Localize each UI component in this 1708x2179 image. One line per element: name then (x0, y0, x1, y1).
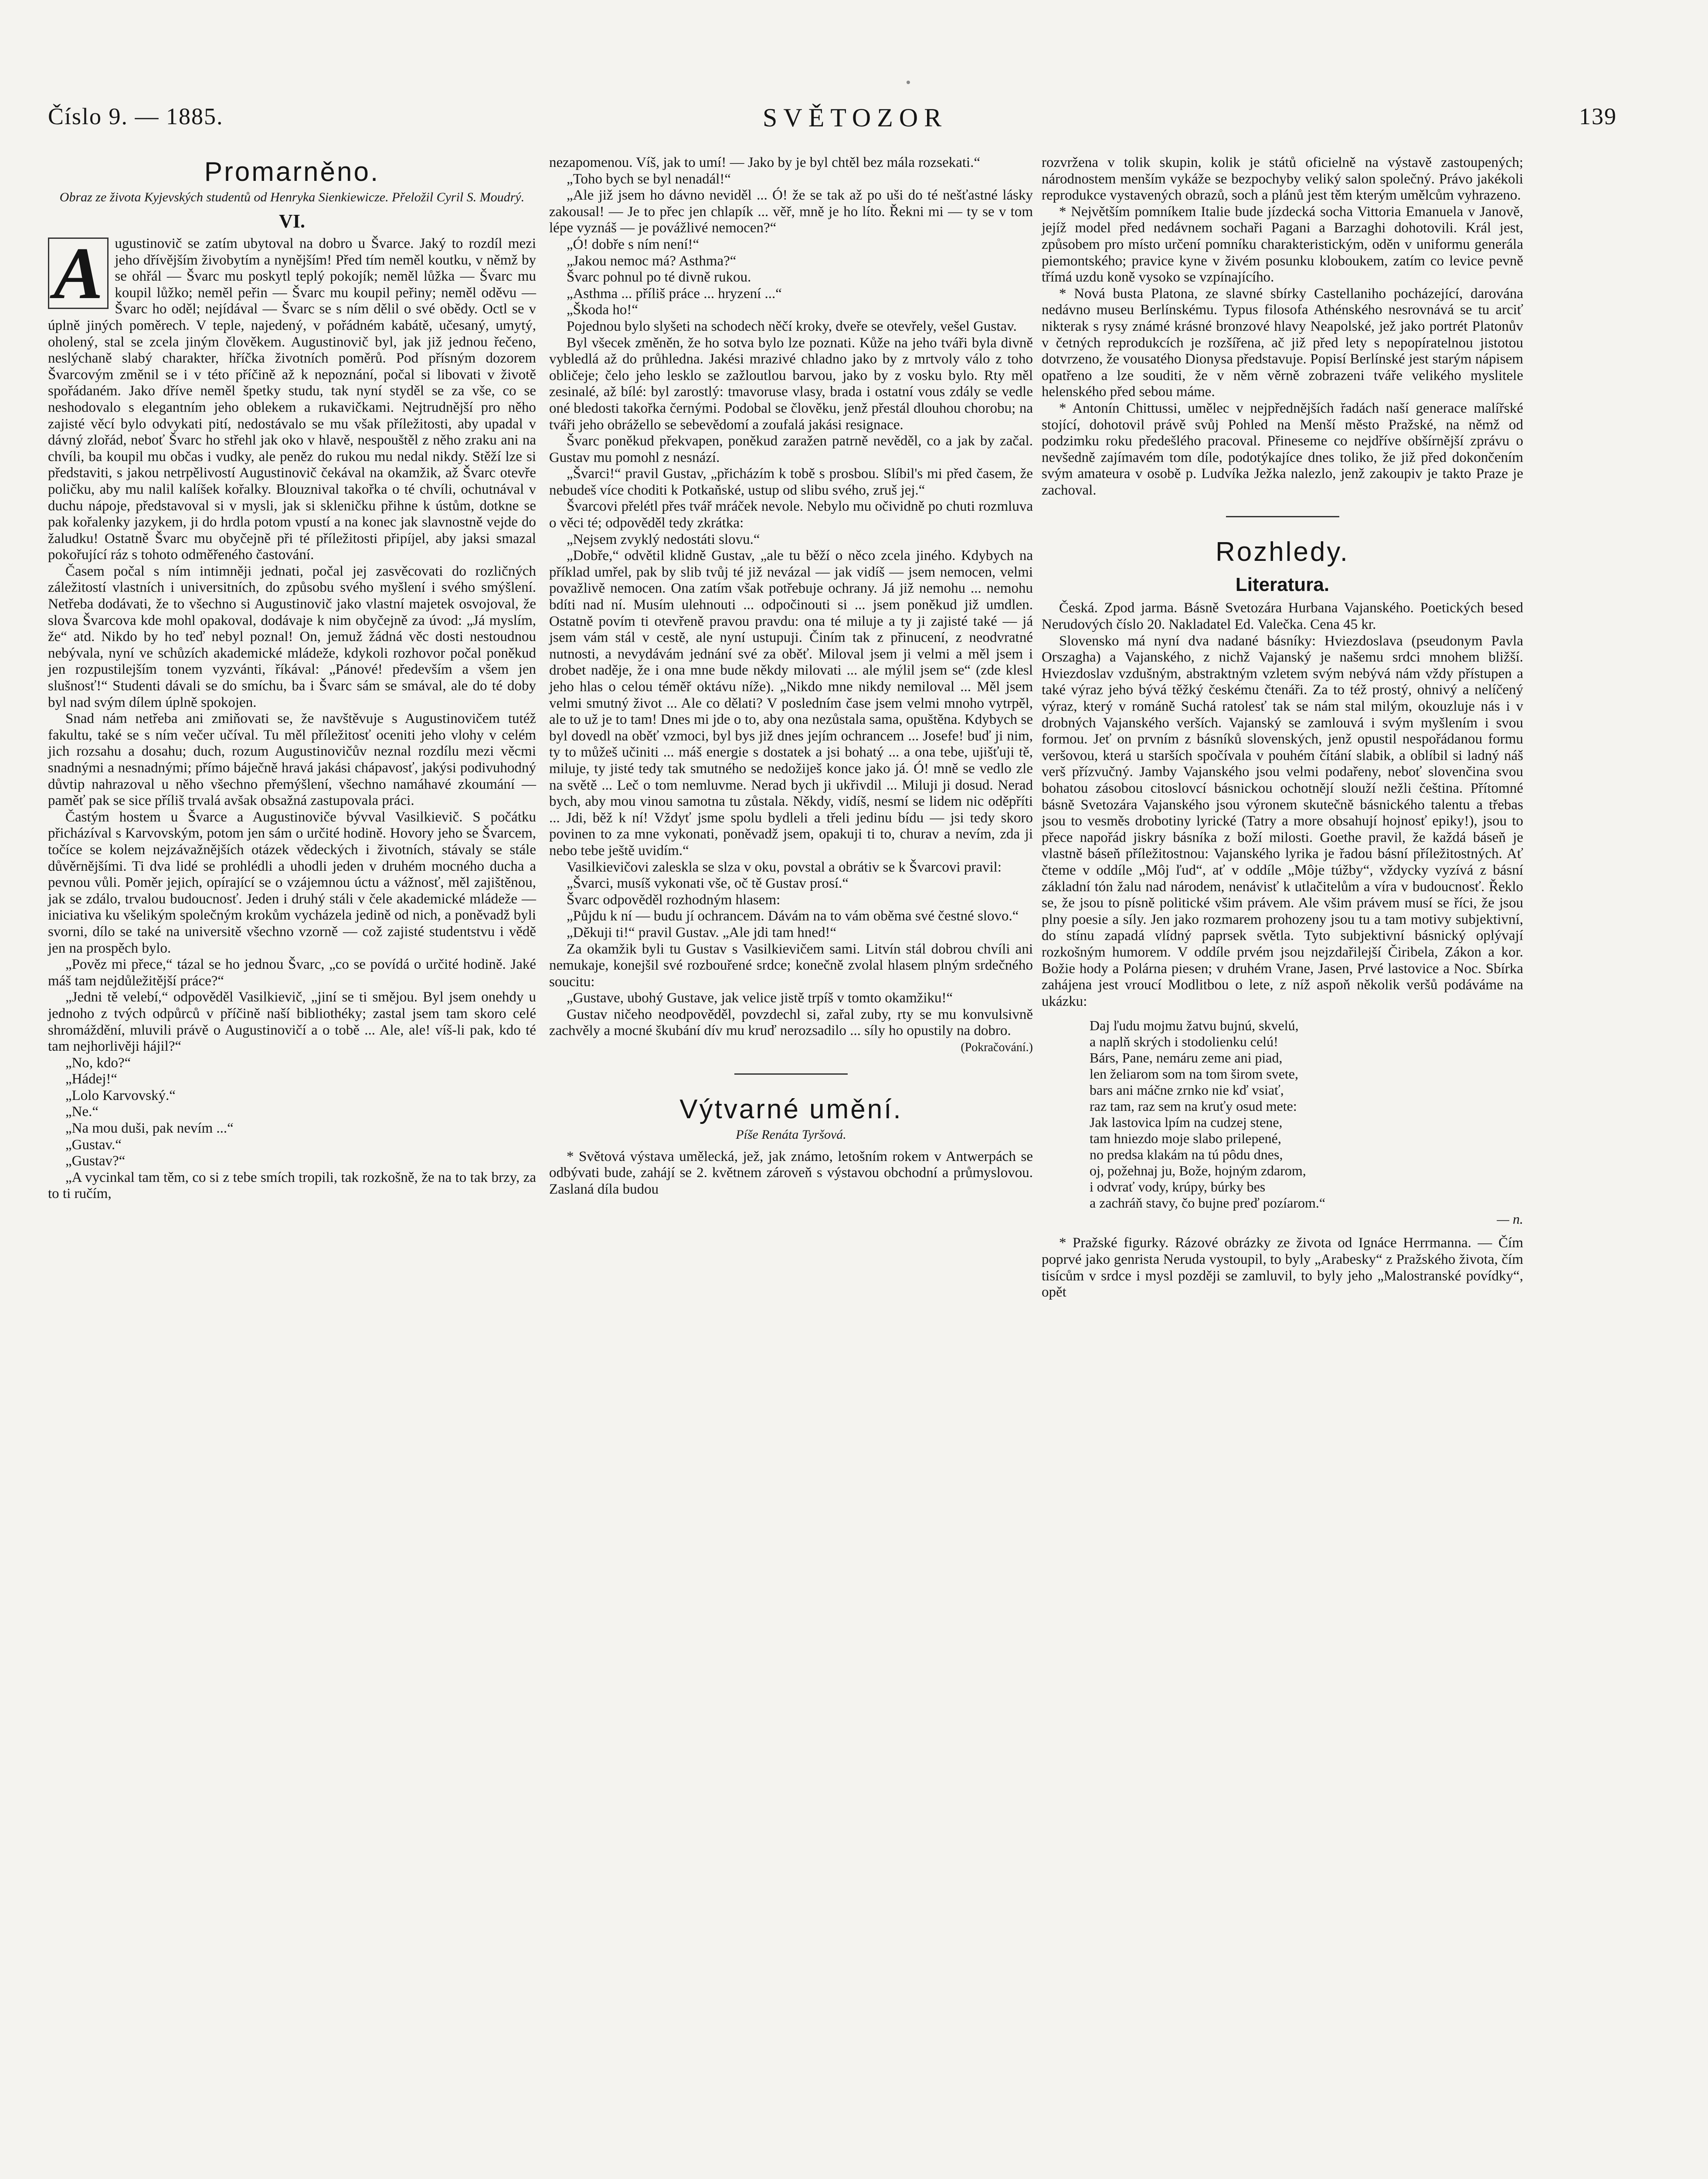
scan-mark (907, 81, 910, 84)
paragraph: „Ó! dobře s ním není!“ (567, 236, 699, 252)
paragraph: Gustav ničeho neodpověděl, povzdechl si, zařal zuby, rty se mu konvulsivně zachvěly a mocné škubání dív mu kruď nerozsadilo ... síly ho opustily na dobro. (549, 1006, 1033, 1039)
chapter-number: VI. (279, 210, 305, 232)
paragraph: * Světová výstava umělecká, jež, jak známo, letošním rokem v Antwerpách se odbývati bude, zahájí se 2. květnem zároveň s výstavou obchodní a průmyslovou. Zaslaná díla budou (549, 1148, 1033, 1197)
journal-title: SVĚTOZOR (763, 103, 948, 132)
paragraph: Švarc pohnul po té divně rukou. (567, 269, 751, 285)
poem-line: bars ani máčne zrnko nie kď vsiať, (1090, 1082, 1284, 1098)
page-header (48, 103, 1617, 138)
paragraph: Snad nám netřeba ani zmiňovati se, že navštěvuje s Augustinovičem tutéž fakultu, také se s ním večer učíval. Tu měl příležitosť oceniti jeho vlohy v celém jich rozsahu a dosahu; duch, rozum Augustinovičův neznal rozdílu mezi věcmi snadnými a nesnadnými; přímo báječně hravá jakási chápavosť, jakýsi podivuhodný důvtip nahrazoval u něho všechno přemýšlení, všechno namáhavé zkoumání — paměť pak se sice příliš trvalá avšak obsažná zastupovala práci. (48, 711, 536, 809)
paragraph: „Nejsem zvyklý nedostáti slovu.“ (567, 531, 760, 547)
poem-excerpt (1090, 1018, 1523, 1227)
paragraph: Švarc poněkud překvapen, poněkud zaražen patrně nevěděl, co a jak by začal. Gustav mu pomohl z nesnází. (549, 433, 1033, 465)
story-byline: Obraz ze života Kyjevských studentů od Henryka Sienkiewicze. Přeložil Cyril S. Moudrý. (59, 190, 525, 204)
section-byline: Píše Renáta Tyršová. (736, 1127, 846, 1142)
paragraph: „Hádej!“ (65, 1071, 118, 1087)
section-title-art: Výtvarné umění. (679, 1094, 903, 1124)
paragraph: „Lolo Karvovský.“ (65, 1087, 176, 1103)
poem-line: Daj ľudu mojmu žatvu bujnú, skvelú, (1090, 1018, 1299, 1034)
poem-line: Bárs, Pane, nemáru zeme ani piad, (1090, 1050, 1283, 1066)
paragraph: Za okamžik byli tu Gustav s Vasilkievičem sami. Litvín stál dobrou chvíli ani nemukaje, konejšil své rozbouřené srdce; konečně zvolal hlasem plným srdečného soucitu: (549, 941, 1033, 990)
paragraph: Častým hostem u Švarce a Augustinoviče bývval Vasilkievič. S počátku přicházíval s Karvovským, potom jen sám o určité hodině. Hovory jeho se Švarcem, točíce se kolem nejzávažnějších otázek vědeckých i životních, stávaly se stále důvěrnějšími. Ti dva lidé se prohlédli a uhodli jeden v druhém mocného ducha a pevnou vůli. Poměr jejich, opírající se o vzájemnou úctu a vážnosť, měl zajištěnou, jak se zdálo, trvalou budoucnosť. Jeden i druhý stáli v čele akademické mládeže — iniciativa ku všelikým společným krokům vycházela jedině od nich, a poněvadž byli svorni, dílo se také na universitě všechno vzorně — což zajisté studentstvu i vědě jen na prospěch bylo. (48, 809, 536, 956)
paragraph: Švarcovi přelétl přes tvář mráček nevole. Nebylo mu očividně po chuti rozmluva o věci té; odpověděl tedy zkrátka: (549, 499, 1033, 531)
paragraph: „Ne.“ (65, 1104, 99, 1120)
paragraph: „Asthma ... příliš práce ... hryzení ...“ (567, 285, 782, 302)
poem-signature: — n. (1497, 1211, 1523, 1227)
page-number: 139 (1579, 103, 1617, 129)
drop-cap: A (48, 238, 109, 309)
paragraph: A ugustinovič se zatím ubytoval na dobro u Švarce. Jaký to rozdíl mezi jeho dřívějším živobytím a nynějším! Před tím neměl koutku, v němž by se ohřál — Švarc mu poskytl teplý pokojík; neměl lůžka — Švarc mu koupil lůžko; neměl peřin — Švarc mu koupil peřiny; neměl oděvu — Švarc ho oděl; nejídával — Švarc se s ním dělil o své obědy. Octl se v úplně jiných poměrech. V teple, najedený, v pořádném kabátě, učesaný, umytý, oholený, stal se zcela jiným člověkem. Augustinovič byl, jak již jednou řečeno, neslýchaně slabý charakter, hříčka životních poměrů. Pod přísným dozorem Švarcovým změnil se i v této příčině až k nepoznání, počal si libovati v životě spořádaném. Jako dříve neměl špetky studu, tak nyní styděl se za vše, co se neshodovalo s elegantním jeho oblekem a rukavičkami. Nejtrudnější pro něho zajisté věcí bylo odvykati pití, nedostávalo se mu však příležitosti, aby upadal v dávný zlořád, neboť Švarc ho střehl jak oko v hlavě, nespouštěl z něho zraku ani na chvíli, ba koupil mu občas i vudky, ale peněz do rukou mu nedal nikdy. Stěží lze si představiti, s jakou netrpělivostí Augustinovič čekával na okamžik, až Švarc otevře poličku, aby mu nalil kalíšek kořalky. Blouznival takořka o té chvíli, ochutnával v duchu nápoje, představoval si v mysli, jak si skleničku přihne k ústům, dotkne se pak kořalenky jazykem, ji do hrdla potom vpustí a na konec jak slavnostně vejde do žaludku! Ostatně Švarc mu obyčejně při té příležitosti připíjel, aby jaksi smazal pokořující ráz s tohoto odměřeného častování. (48, 232, 536, 563)
paragraph: Časem počal s ním intimněji jednati, počal jej zasvěcovati do rozličných záležitostí vlastních i universitních, do způsobu svého myšlení i svého smýšlení. Netřeba dodávati, že to všechno si Augustinovič jako vlastní majetek osvojoval, že slova Švarcova kde mohl opakoval, dodávaje k nim obyčejně za úvod: „Já myslím, že“ atd. Nikdo by ho teď nebyl poznal! On, jemuž žádná věc dosti nestoudnou nebývala, nyní ve schůzích akademické mládeže, kdykoli rozhovor počal poněkud jen rozpustilejším tonem vyzvánti, říkával: „Pánové! především a všem jen slušnosť!“ Studenti dávali se do smíchu, ba i Švarc sám se smával, ale do té doby byl nad svým dílem úplně spokojen. (48, 563, 536, 710)
paragraph: „Škoda ho!“ (567, 302, 638, 318)
poem-line: raz tam, raz sem na kruťy osud mete: (1090, 1098, 1297, 1114)
poem-line: tam hniezdo moje slabo prilepené, (1090, 1130, 1281, 1147)
column-right (1042, 155, 1523, 1301)
paragraph: Švarc odpověděl rozhodným hlasem: (567, 892, 781, 908)
poem-line: oj, požehnaj ju, Bože, hojným zdarom, (1090, 1163, 1306, 1179)
paragraph: * Největším pomníkem Italie bude jízdecká socha Vittoria Emanuela v Janově, jejíž model před nedávnem sochaři Pagani a Barzaghi dohotovili. Král jest, způsobem pro místo určení pomníku charakteristickým, oděn v uniformu generála piemontského; pravice kyne v živém posunku kloboukem, zatím co levice pevně třímá uzdu koně vysoko se vzpínajícího. (1042, 204, 1523, 285)
paragraph: „A vycinkal tam těm, co si z tebe smích tropili, tak rozkošně, že na to tak brzy, za to ti ručím, (48, 1169, 536, 1202)
story-title: Promarněno. (204, 157, 380, 187)
paragraph: nezapomenou. Víš, jak to umí! — Jako by je byl chtěl bez mála rozsekati.“ (549, 155, 981, 170)
paragraph: „Pověz mi přece,“ tázal se ho jednou Švarc, „co se povídá o určité hodině. Jaké máš tam nejdůležitější práce?“ (48, 957, 536, 989)
paragraph: * Antonín Chittussi, umělec v nejpřednějších řadách naší generace malířské stojící, dohotovil právě svůj Pohled na Menší město Pražské, na němž od podzimku roku předešlého pracoval. Přineseme co nejdříve obšírnější zprávu o nevšedně zajímavém tom díle, podotýkajíce dnes toliko, že již před dokončením svým amateura v osobě p. Ludvíka Ježka nalezlo, jenž zakoupiv je takto Praze je zachoval. (1042, 400, 1523, 498)
section-divider (734, 1073, 848, 1075)
poem-line: a naplň skrých i stodolienku celú! (1090, 1034, 1278, 1050)
issue-number: Číslo 9. — 1885. (48, 103, 224, 129)
paragraph: Slovensko má nyní dva nadané básníky: Hviezdoslava (pseudonym Pavla Orszagha) a Vajanského, z nichž Vajanský je našemu srdci mnohem bližší. Hviezdoslav vzdušným, abstraktným vzletem svým nebývá nám vždy přístupen a také výraz jeho bývá těžký českému čtenáři. Za to též prostý, ohnivý a nelíčený výraz, který v románě Suchá ratolesť tak se nám stal milým, okouzluje nás i v drobných Vajanského verších. Vajanský se zamlouvá i svým myšlením i svou formou. Jeť on prvním z básníků slovenských, jenž opustil nespořádanou formu veršovou, která u starších spočívala v pouhém čítání slabik, a oblíbil si ladný náš verš přízvučný. Jamby Vajanského jsou velmi podařeny, neboť slovenčina svou bohatou zásobou citoslovcí básnickou ochotnějí slouží nežli čeština. Přítomné básně Svetozára Vajanského jsou výronem skutečně básnického talentu a třebas jsou to vesměs drobotiny lyrické (Tatry a more obsahují hojnosť epiky!), jsou to přece napořád jiskry básníka z boží milosti. Goethe pravil, že každá báseň je vlastně báseň příležitostnou: Vajanského lyrika je řadou básní příležitostných. Ať čteme v oddíle „Môj ľud“, ať v oddíle „Môje túžby“, vždycky vyzívá z básní základní tón žalu nad národem, nenávisť k utlačitelům a víra v budoucnosť. Řeklo se, že jsou to písně politické všim právem. Ale všim právem musí se říci, že jsou plny poesie a síly. Jen jako rozmarem prohozeny jsou tu a tam motivy subjektivní, do stínu zapadá vlídný paprsek světla. Tyto subjektivní básnický oplývají rozkošným humorem. V oddíle prvém jsou nejzdařilejší Čiribela, Zákon a kor. Božie hody a Polárna piesen; v druhém Vrane, Jasen, Prvé lastovice a Noc. Sbírka zahájena jest vroucí Modlitbou o lete, z níž aspoň několik veršů podáváme na ukázku: (1042, 633, 1523, 1009)
paragraph: „Švarci!“ pravil Gustav, „přicházím k tobě s prosbou. Slíbil's mi před časem, že nebudeš více choditi k Potkaňské, ustup od slibu svého, zruš jej.“ (549, 466, 1033, 498)
paragraph: „Gustav?“ (65, 1153, 126, 1169)
continued-note: (Pokračování.) (961, 1041, 1033, 1055)
paragraph: „Toho bych se byl nenadál!“ (567, 171, 731, 187)
poem-line: a zachráň stavy, čo bujne preď pozíarom.“ (1090, 1195, 1326, 1211)
paragraph: rozvržena v tolik skupin, kolik je států oficielně na výstavě zastoupených; národnostem menším vykáže se bezpochyby veliký salon společný. Právo jakékoli reprodukce vystavených obrazů, soch a plánů jest těm kterým umělcům vyhrazeno. (1042, 155, 1523, 204)
paragraph: Byl všecek změněn, že ho sotva bylo lze poznati. Kůže na jeho tváři byla divně vybledlá až do průhledna. Jakési mrazivé chladno jako by z mrtvoly válo z toho obličeje; čelo jeho lesklo se zažloutlou barvou, jako by z vosku bylo. Rty měl zesinalé, až bílé: byl zarostlý: tmavoruse vlasy, brada i ostatní vous zdály se vedle oné bledosti takořka černými. Podobal se člověku, jenž přestál dlouhou chorobu; na tváři jeho obrážello se sebevědomí a zoufalá jakási resignace. (549, 335, 1033, 433)
paragraph: „Půjdu k ní — budu jí ochrancem. Dávám na to vám oběma své čestné slovo.“ (567, 908, 1019, 924)
paragraph: Pojednou bylo slyšeti na schodech něčí kroky, dveře se otevřely, vešel Gustav. (567, 318, 1017, 334)
section-divider (1226, 516, 1339, 517)
paragraph: Česká. Zpod jarma. Básně Svetozára Hurbana Vajanského. Poetických besed Nerudových číslo 20. Nakladatel Ed. Valečka. Cena 45 kr. (1042, 600, 1523, 633)
paragraph: Vasilkievičovi zaleskla se slza v oku, povstal a obrátiv se k Švarcovi pravil: (567, 859, 1002, 875)
column-middle (549, 155, 1033, 1198)
paragraph: „Děkuji ti!“ pravil Gustav. „Ale jdi tam hned!“ (567, 924, 837, 940)
paragraph: „Gustave, ubohý Gustave, jak velice jistě trpíš v tomto okamžiku!“ (567, 990, 953, 1006)
paragraph: „Švarci, musíš vykonati vše, oč tě Gustav prosí.“ (567, 876, 849, 892)
subsection-title-literatura: Literatura. (1235, 574, 1330, 596)
section-title-rozhledy: Rozhledy. (1215, 537, 1350, 567)
poem-line: no predsa klakám na tú pôdu dnes, (1090, 1147, 1283, 1163)
paragraph: „Gustav.“ (65, 1137, 122, 1153)
paragraph: „Na mou duši, pak nevím ...“ (65, 1120, 234, 1137)
poem-line: len želiarom som na tom širom svete, (1090, 1066, 1298, 1082)
paragraph: „Jakou nemoc má? Asthma?“ (567, 253, 737, 269)
paragraph: * Pražské figurky. Rázové obrázky ze života od Ignáce Herrmanna. — Čím poprvé jako genrista Neruda vystoupil, to byly „Arabesky“ z Pražského života, čím tisícům v srdce i mysl později se zamluvil, to byly jeho „Malostranské povídky“, opět (1042, 1235, 1523, 1300)
paragraph: „Dobře,“ odvětil klidně Gustav, „ale tu běží o něco zcela jiného. Kdybych na příklad umřel, pak by slib tvůj té již nevázal — jak vidíš — jsem nemocen, velmi považlivě nemocen. Ona zatím však potřebuje ochrany. Já již nemohu ... nemohu bdíti nad ní. Musím ulehnouti ... odpočinouti si ... jsem poněkud již umdlen. Ostatně povím ti otevřeně pravou pravdu: ona té miluje a ty ji zajisté také — já jsem vám stál v cestě, ale nyní ustupuji. Činím tak z přinucení, z neodvratné nutnosti, a nevydávám jednání své za oběť. Miloval jsem ji velmi a měl jsem i drobet naděje, že i ona mne bude někdy milovati ... ale mýlil jsem se“ (zde klesl jeho hlas o celou téměř oktávu níže). „Nikdo mne nikdy nemiloval ... Měl jsem velmi smutný život ... Ale co dělati? V posledním čase jsem velmi mnoho vytrpěl, ale to už je to tam! Dnes mi jde o to, aby ona nezůstala sama, opuštěna. Kdybych se byl dovedl na oběť vzmoci, byl bys již dnes jejím ochrancem ... Josefe! buď ji nim, ty to můžeš učiniti ... máš energie s dostatek a jsi bohatý ... a ona tebe, ujišťuji tě, miluje, ty jisté tedy tak smutného se nedožiješ konce jako já. Ó! mně se vedlo zle na světě ... Leč o tom nemluvme. Nerad bych ji ukřivdil ... Miluji ji dosud. Nerad bych, aby mou vinou samotna tu zůstala. Někdy, vidíš, nesmí se lidem nic oděpříti ... Jdi, běž k ní! Vždyť jsme spolu bydleli a třeli jedinu bídu — jsi tedy skoro povinen to za mne vykonati, poněvadž jsem, opakuji ti to, churav a nevím, zda ji nebo tebe ještě uvidím.“ (549, 548, 1033, 859)
paragraph: „Ale již jsem ho dávno neviděl ... Ó! že se tak až po uši do té nešťastné lásky zakousal! — Je to přec jen chlapík ... věř, mně je ho líto. Řekni mi — ty se v tom lépe vyznáš — je povážlivé nemocen?“ (549, 187, 1033, 236)
column-left (48, 155, 536, 1202)
poem-line: i odvrať vody, krúpy, búrky bes (1090, 1179, 1266, 1195)
poem-line: Jak lastovica lpím na cudzej stene, (1090, 1114, 1283, 1130)
paragraph: „Jedni tě velebí,“ odpověděl Vasilkievič, „jiní se ti smějou. Byl jsem onehdy u jednoho z tvých odpůrců v příčině naší bibliothéky; zastal jsem tam skoro celé shromáždění, mluvili právě o Augustinovičí a o tobě ... Ale, ale! víš-li pak, kdo té tam nejhorlivěji hájil?“ (48, 989, 536, 1055)
paragraph: „No, kdo?“ (65, 1055, 131, 1071)
paragraph: * Nová busta Platona, ze slavné sbírky Castellaniho pocházející, darována nedávno museu Berlínskému. Typus filosofa Athénského nesrovnává se tu arciť nikterak s rysy známé krásné bronzové hlavy Neapolské, jež jako portrét Platonův v četných reprodukcích je rozšířena, ač již před lety s nepopíratelnou jistotou dotvrzeno, že vousatého Dionysa představuje. Popisí Berlínské jest starým nápisem opatřeno a lze souditi, že v něm věrně zobrazeni tváře velikého myslitele helenského před sebou máme. (1042, 285, 1523, 400)
